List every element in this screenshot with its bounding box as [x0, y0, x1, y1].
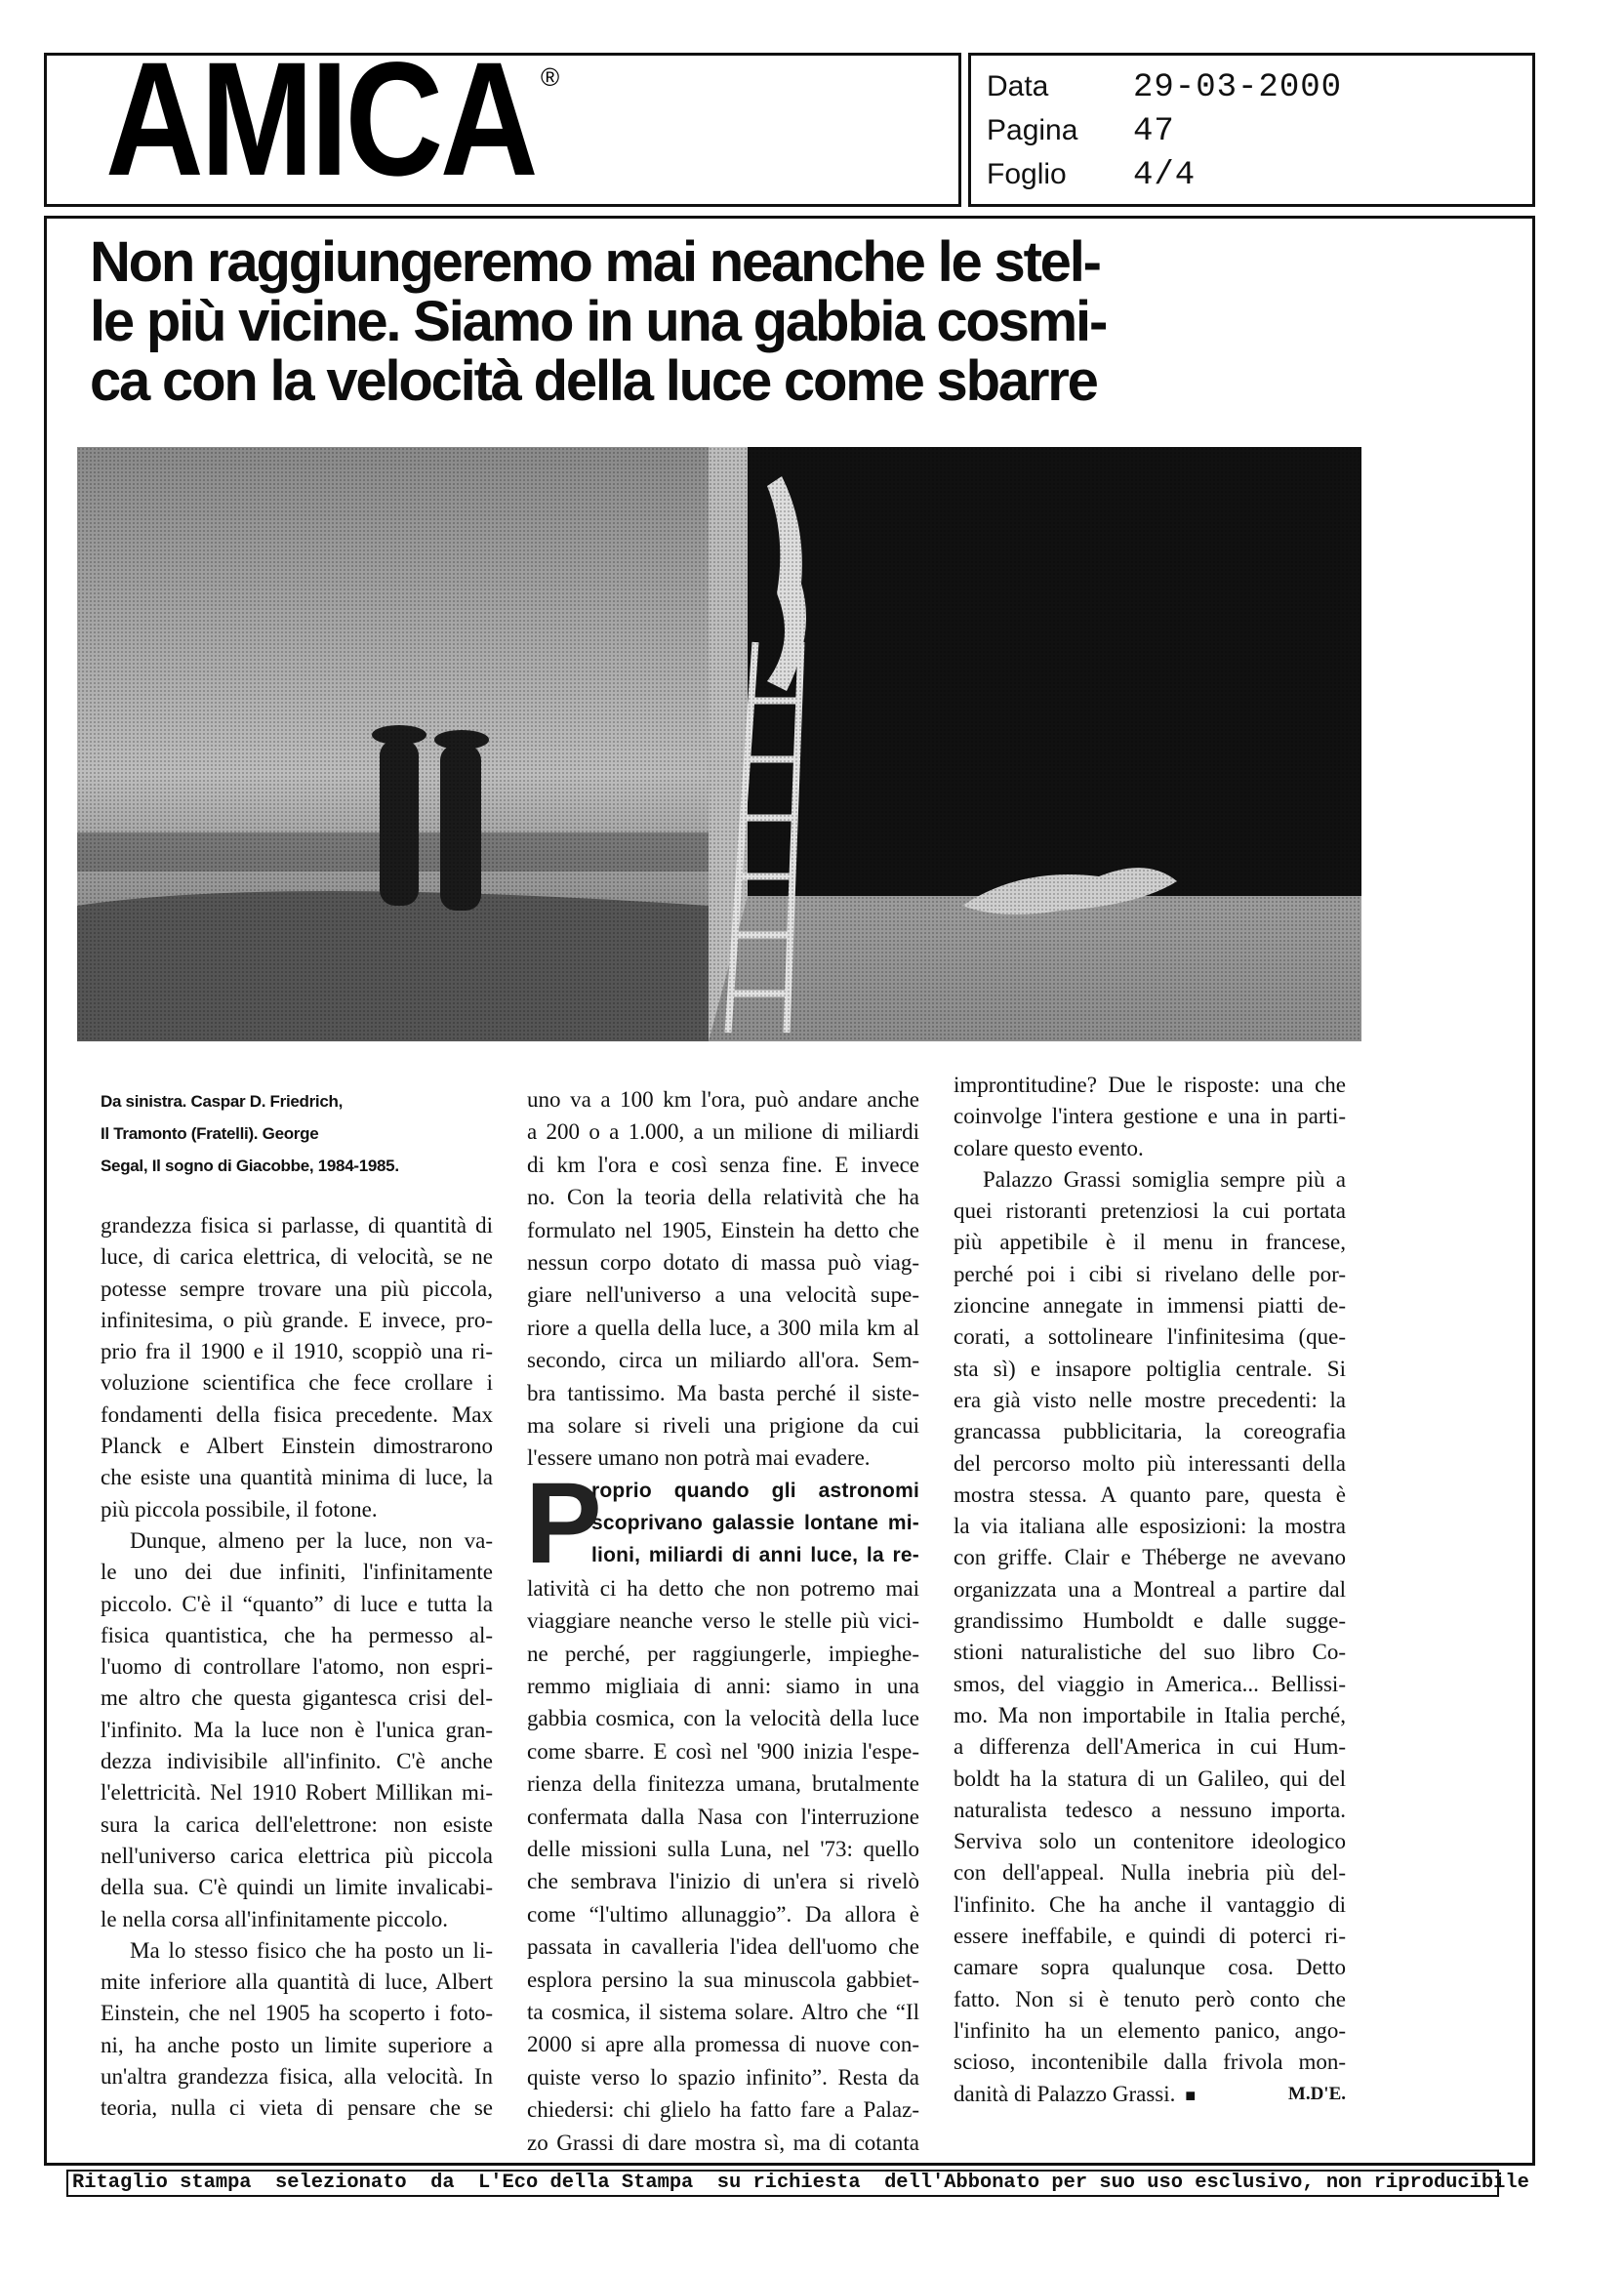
text-line: la via italiana alle esposizioni: la mostra: [954, 1514, 1346, 1539]
text-line: secondo, circa un miliardo all'ora. Sem-: [527, 1348, 919, 1373]
text-line: Planck e Albert Einstein dimostrarono: [101, 1434, 493, 1459]
text-line: a 200 o a 1.000, a un milione di miliardi: [527, 1119, 919, 1145]
text-line: formulato nel 1905, Einstein ha detto che: [527, 1217, 919, 1242]
text-line: voluzione scientifica che fece crollare i: [101, 1370, 493, 1396]
text-line: sta sì) e insapore poltiglia centrale. Si: [954, 1356, 1346, 1381]
text-line: viaggiare neanche verso le stelle più vici-: [527, 1608, 919, 1634]
text-line: di km l'ora e così senza fine. E invece: [527, 1152, 919, 1177]
end-mark-icon: ■: [1185, 2085, 1197, 2105]
text-line: zo Grassi di dare mostra sì, ma di cotanta: [527, 2130, 919, 2155]
photo-caption: [101, 1085, 399, 1182]
text-line: riore a quella della luce, a 300 mila km al: [527, 1315, 919, 1340]
text-line: esplora persino la sua minuscola gabbiet-: [527, 1967, 919, 1992]
caption-line: Segal, Il sogno di Giacobbe, 1984-1985.: [101, 1157, 399, 1175]
text-line: l'infinito. Ma la luce non è l'unica gran-: [101, 1717, 493, 1742]
text-line: l'uomo di controllare l'atomo, non espri-: [101, 1654, 493, 1680]
text-line: Serviva solo un contenitore ideologico: [954, 1829, 1346, 1854]
meta-value: 29-03-2000: [1133, 69, 1343, 106]
text-line: coinvolge l'intera gestione e una in parti-: [954, 1104, 1346, 1129]
text-line: confermata dalla Nasa con l'interruzione: [527, 1804, 919, 1829]
text-line: a differenza dell'America in cui Hum-: [954, 1734, 1346, 1760]
lead-line: roprio quando gli astronomi: [591, 1479, 919, 1502]
text-line: grancassa pubblicitaria, la coreografia: [954, 1419, 1346, 1444]
headline-line: le più vicine. Siamo in una gabbia cosmi-: [90, 290, 1107, 353]
text-line: più piccola possibile, il fotone.: [101, 1496, 378, 1522]
caption-line: Il Tramonto (Fratelli). George: [101, 1124, 319, 1143]
text-line: l'essere umano non potrà mai evadere.: [527, 1445, 871, 1471]
text-line: come “l'ultimo allunaggio”. Da allora è: [527, 1901, 919, 1927]
registered-mark: ®: [541, 62, 560, 92]
text-line: corati, a sottolineare l'infinitesima (que-: [954, 1324, 1346, 1350]
text-line: più appetibile è il menu in francese,: [954, 1230, 1346, 1255]
drop-cap: P: [525, 1458, 602, 1588]
text-line: me altro che questa gigantesca crisi del-: [101, 1685, 493, 1711]
text-line: scioso, incontenibile dalla frivola mon-: [954, 2050, 1346, 2075]
text-line: con griffe. Clair e Théberge ne avevano: [954, 1545, 1346, 1570]
text-line: nell'universo carica elettrica più piccola: [101, 1843, 493, 1868]
text-line: gabbia cosmica, con la velocità della luce: [527, 1706, 919, 1731]
text-line: bra tantissimo. Ma basta perché il siste-: [527, 1380, 919, 1405]
text-line: come sbarre. E così nel '900 inizia l'espe-: [527, 1738, 919, 1764]
text-line: [954, 2079, 1346, 2110]
text-line: del percorso molto più interessanti della: [954, 1450, 1346, 1476]
meta-label: Data: [987, 70, 1049, 102]
paragraph: [527, 1083, 919, 1475]
text-line: nessun corpo dotato di massa può viag-: [527, 1249, 919, 1275]
text-line: un'altra grandezza fisica, alla velocità. In: [101, 2064, 493, 2090]
text-line: ne perché, per raggiungerle, impieghe-: [527, 1641, 919, 1666]
author-initials: M.D'E.: [1287, 2083, 1346, 2104]
text-line: che esiste una quantità minima di luce, la: [101, 1465, 493, 1490]
meta-label: Pagina: [987, 114, 1078, 146]
text-line: le uno dei due infiniti, l'infinitamente: [101, 1560, 493, 1585]
magazine-logo: AMICA: [105, 29, 536, 210]
text-line: quiste verso lo spazio infinito”. Resta da: [527, 2064, 919, 2090]
text-line: che sembrava l'inizio di un'era si rivelò: [527, 1869, 919, 1894]
text-line: era già visto nelle mostre precedenti: la: [954, 1387, 1346, 1412]
paragraph: [101, 1935, 493, 2125]
text-line: stioni naturalistiche del suo libro Co-: [954, 1640, 1346, 1665]
text-line: delle missioni sulla Luna, nel '73: quello: [527, 1836, 919, 1861]
text-line: le nella corsa all'infinitamente piccolo.: [101, 1906, 449, 1931]
text-line: chiedersi: chi glielo ha fatto fare a Palaz-: [527, 2097, 919, 2123]
text-line: camare sopra qualunque cosa. Detto: [954, 1955, 1346, 1980]
text-line: smos, del viaggio in America... Bellissi-: [954, 1671, 1346, 1696]
text-line: fisica quantistica, che ha permesso al-: [101, 1622, 493, 1647]
text-line: della sua. C'è quindi un limite invalicabi-: [101, 1875, 493, 1900]
text-line: no. Con la teoria della relatività che ha: [527, 1185, 919, 1210]
text-line: organizzata una a Montreal a partire dal: [954, 1576, 1346, 1602]
paragraph: [101, 1210, 493, 1525]
text-line: mite inferiore alla quantità di luce, Albert: [101, 1969, 493, 1995]
text-line: con dell'appeal. Nulla inebria più del-: [954, 1860, 1346, 1886]
text-line-content: danità di Palazzo Grassi.: [954, 2081, 1176, 2106]
friedrich-painting: [77, 447, 709, 1041]
text-line: Einstein, che nel 1905 ha scoperto i foto-: [101, 2001, 493, 2026]
text-line: boldt ha la statura di un Galileo, qui del: [954, 1766, 1346, 1791]
text-line: 2000 si apre alla promessa di nuove con-: [527, 2032, 919, 2057]
text-line: latività ci ha detto che non potremo mai: [527, 1575, 919, 1601]
article-headline: [90, 232, 1106, 411]
press-clipping-notice: Ritaglio stampa selezionato da L'Eco della Stampa su richiesta dell'Abbonato per suo uso esclusivo, non riproducibile: [66, 2170, 1499, 2197]
caption-line: Da sinistra. Caspar D. Friedrich,: [101, 1092, 344, 1111]
text-line: luce, di carica elettrica, di velocità, se ne: [101, 1244, 493, 1270]
text-line: potesse sempre trovare una più piccola,: [101, 1276, 493, 1301]
text-line: l'infinito. Che ha anche il vantaggio di: [954, 1891, 1346, 1917]
text-line: prio fra il 1900 e il 1910, scoppiò una ri-: [101, 1339, 493, 1364]
text-line: fondamenti della fisica precedente. Max: [101, 1401, 493, 1427]
text-line: sura la carica dell'elettrone: non esiste: [101, 1811, 493, 1837]
meta-date: [987, 68, 1342, 105]
headline-line: ca con la velocità della luce come sbarre: [90, 349, 1097, 413]
text-line: mostra stessa. A quanto pare, questa è: [954, 1482, 1346, 1507]
text-line: dezza indivisibile all'infinito. C'è anche: [101, 1749, 493, 1774]
text-line: fatto. Non si è tenuto però conto che: [954, 1986, 1346, 2011]
article-column-3: [954, 1070, 1346, 2110]
text-line: remmo migliaia di anni: siamo in una: [527, 1674, 919, 1699]
meta-sheet: [987, 156, 1196, 193]
text-line: colare questo evento.: [954, 1135, 1144, 1160]
text-line: improntitudine? Due le risposte: una che: [954, 1073, 1346, 1097]
text-line: essere ineffabile, e quindi di poterci ri-: [954, 1924, 1346, 1949]
text-line: l'elettricità. Nel 1910 Robert Millikan mi-: [101, 1780, 493, 1806]
text-line: grandissimo Humboldt e dalle sugge-: [954, 1608, 1346, 1634]
meta-value: 4/4: [1133, 157, 1197, 194]
text-line: naturalista tedesco a nessuno importa.: [954, 1797, 1346, 1822]
text-line: ta cosmica, il sistema solare. Altro che “Il: [527, 1999, 919, 2024]
text-line: ma solare si riveli una prigione da cui: [527, 1412, 919, 1438]
text-line: Ma lo stesso fisico che ha posto un li-: [130, 1937, 493, 1963]
text-line: grandezza fisica si parlasse, di quantità di: [101, 1213, 493, 1238]
text-line: perché poi i cibi si rivelano delle por-: [954, 1261, 1346, 1286]
paragraph: [954, 1070, 1346, 1164]
text-line: Palazzo Grassi somiglia sempre più a: [983, 1166, 1346, 1192]
meta-label: Foglio: [987, 158, 1067, 190]
text-line: Dunque, almeno per la luce, non va-: [130, 1527, 493, 1553]
text-line: ni, ha anche posto un limite superiore a: [101, 2032, 493, 2057]
segal-sculpture: [709, 447, 1361, 1041]
lead-line: lioni, miliardi di anni luce, la re-: [591, 1544, 919, 1567]
text-line: piccolo. C'è il “quanto” di luce e tutta la: [101, 1591, 493, 1616]
headline-line: Non raggiungeremo mai neanche le stel-: [90, 230, 1100, 294]
text-line: infinitesima, o più grande. E invece, pro-: [101, 1307, 493, 1332]
meta-page: [987, 112, 1175, 149]
text-line: mo. Ma non importabile in Italia perché,: [954, 1702, 1346, 1727]
text-line: uno va a 100 km l'ora, può andare anche: [527, 1087, 919, 1112]
text-line: quei ristoranti pretenziosi la cui portata: [954, 1198, 1346, 1224]
text-line: passata in cavalleria l'idea dell'uomo che: [527, 1934, 919, 1960]
text-line: giare nell'universo a una velocità supe-: [527, 1282, 919, 1308]
article-column-1: [101, 1210, 493, 2125]
meta-value: 47: [1133, 113, 1175, 150]
article-photo: [77, 447, 1361, 1041]
lead-line: scoprivano galassie lontane mi-: [591, 1512, 919, 1535]
paragraph: [101, 1525, 493, 1935]
text-line: rienza della finitezza umana, brutalmente: [527, 1771, 919, 1797]
paragraph: [954, 1164, 1346, 2110]
text-line: teoria, nulla ci vieta di pensare che se: [101, 2095, 493, 2121]
article-column-2: [527, 1083, 919, 2159]
text-line: zioncine annegate in immensi piatti de-: [954, 1293, 1346, 1319]
text-line: l'infinito ha un elemento panico, ango-: [954, 2017, 1346, 2043]
